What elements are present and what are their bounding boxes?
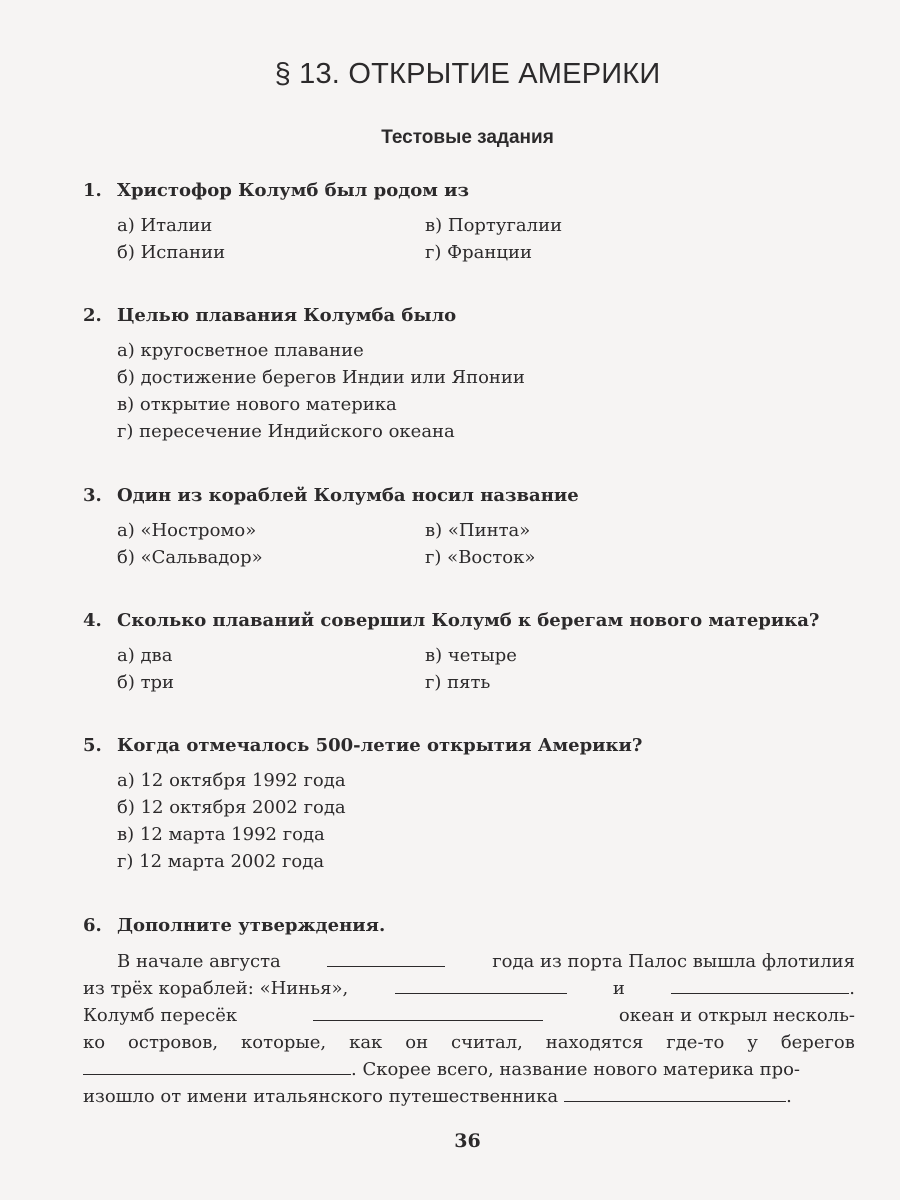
word: ко [83,1032,106,1053]
section-subtitle: Тестовые задания [381,127,554,148]
line-4 [83,1029,855,1056]
option: а) кругосветное плавание [117,340,364,361]
word: он [405,1032,429,1053]
option: а) «Ностромо» [117,520,257,541]
blank-ship-3[interactable] [671,975,849,994]
text: изошло от имени итальянского путешественника [83,1086,559,1107]
word: считал, [451,1032,523,1053]
option: а) Италии [117,215,213,236]
text: . [849,978,855,999]
text: и [612,978,625,999]
option: б) Испании [117,242,226,263]
option: б) три [117,672,175,693]
option: в) четыре [425,645,517,666]
question-text: Когда отмечалось 500-летие открытия Америки? [117,735,643,756]
option: б) «Сальвадор» [117,547,263,568]
question-number: 1. [83,180,102,201]
option: в) «Пинта» [425,520,531,541]
fill-in-paragraph [83,948,855,1110]
question-text: Целью плавания Колумба было [117,305,457,326]
word: берегов [780,1032,855,1053]
word: где-то [666,1032,725,1053]
question-5 [83,732,863,875]
blank-ocean[interactable] [313,1002,543,1021]
blank-year[interactable] [327,948,445,967]
option: г) пересечение Индийского океана [117,421,455,442]
question-number: 6. [83,915,102,936]
question-number: 5. [83,735,102,756]
question-text: Дополните утверждения. [117,915,386,936]
word: как [349,1032,383,1053]
question-3 [83,482,863,571]
option: г) 12 марта 2002 года [117,851,325,872]
blank-ship-2[interactable] [395,975,567,994]
option: б) 12 октября 2002 года [117,797,346,818]
option: а) два [117,645,173,666]
page-number: 36 [454,1130,481,1152]
word: у [747,1032,758,1053]
option: г) Франции [425,242,532,263]
text: . [786,1086,792,1107]
question-number: 3. [83,485,102,506]
option: б) достижение берегов Индии или Японии [117,367,525,388]
text: из трёх кораблей: «Нинья», [83,978,349,999]
text: . Скорее всего, название нового материка про- [351,1059,801,1080]
question-number: 4. [83,610,102,631]
word: островов, [128,1032,219,1053]
option: г) «Восток» [425,547,536,568]
question-text: Один из кораблей Колумба носил название [117,485,579,506]
question-number: 2. [83,305,102,326]
blank-traveler[interactable] [564,1083,786,1102]
question-4 [83,607,863,696]
question-2 [83,302,863,445]
option: в) 12 марта 1992 года [117,824,325,845]
question-6 [83,912,863,939]
blank-shores[interactable] [83,1056,351,1075]
text: В начале августа [117,951,281,972]
word: находятся [545,1032,644,1053]
option: в) открытие нового материка [117,394,397,415]
page-title: § 13. ОТКРЫТИЕ АМЕРИКИ [274,58,661,90]
question-text: Сколько плаваний совершил Колумб к берегам нового материка? [117,610,820,631]
text: года из порта Палос вышла флотилия [492,951,855,972]
text: океан и открыл несколь- [618,1005,855,1026]
option: г) пять [425,672,491,693]
text: Колумб пересёк [83,1005,238,1026]
question-1 [83,177,863,266]
option: а) 12 октября 1992 года [117,770,346,791]
word: которые, [241,1032,327,1053]
option: в) Португалии [425,215,563,236]
question-text: Христофор Колумб был родом из [117,180,469,201]
